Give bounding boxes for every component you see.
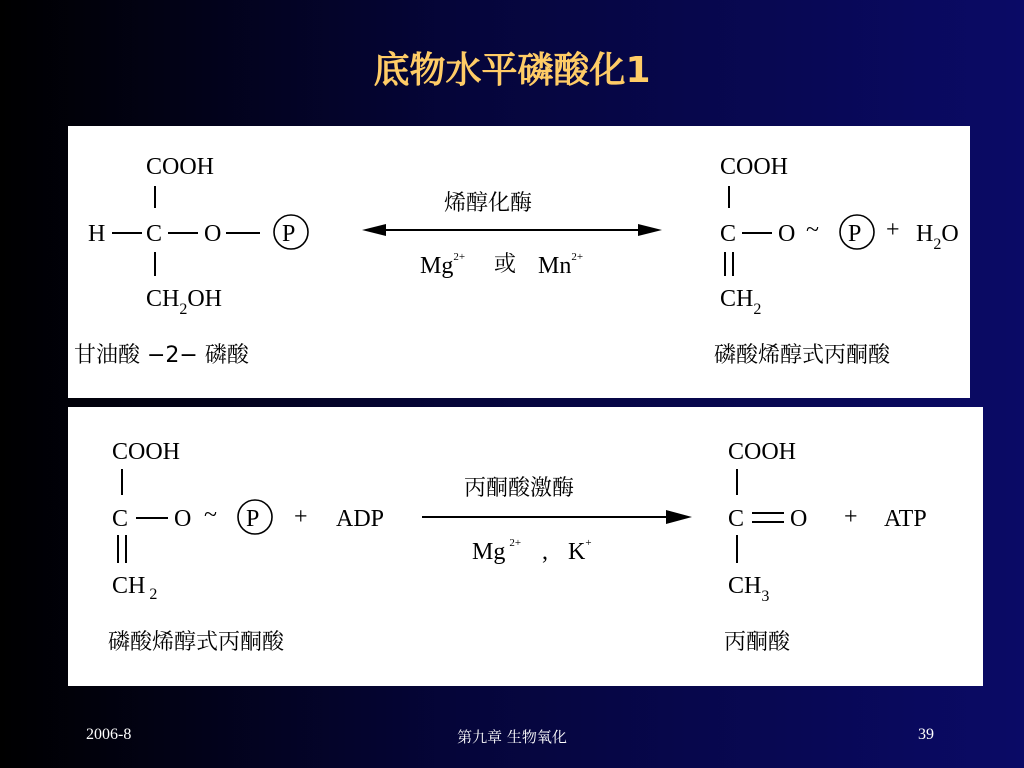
right-oxygen-2: O: [790, 506, 808, 532]
left-cooh: COOH: [146, 154, 215, 180]
right-compound-name-2: 丙酮酸: [724, 630, 791, 655]
right-carbon: C: [720, 221, 737, 247]
enzyme-name-pyruvate-kinase: 丙酮酸激酶: [464, 476, 575, 501]
water-product: $H_2O$: [916, 221, 959, 253]
reaction-diagram-pyruvate-kinase: [68, 407, 983, 686]
right-compound-name: 磷酸烯醇式丙酮酸: [714, 343, 891, 368]
plus-sign-3: +: [844, 504, 858, 530]
plus-sign-2: +: [294, 504, 308, 530]
left-carbon: C: [146, 221, 163, 247]
arrow-left-head-icon: [362, 224, 386, 236]
cofactor-or: 或: [494, 252, 517, 277]
cofactor-mn: $Mn^{2+}$: [538, 251, 584, 279]
slide-title: 底物水平磷酸化1: [373, 50, 651, 91]
reaction-panel-pyruvate-kinase: [68, 407, 983, 686]
left-carbon-2: C: [112, 506, 129, 532]
footer-page-number: 39: [918, 726, 934, 743]
atp-product: ATP: [884, 506, 927, 532]
footer-date: 2006-8: [86, 726, 132, 743]
arrow-right-head-icon: [638, 224, 662, 236]
left-oxygen: O: [204, 221, 222, 247]
left-phosphate: P: [282, 221, 296, 247]
cofactor-mg-2: Mg $^{2+}$: [472, 537, 522, 565]
arrow-right-head-icon-2: [666, 510, 692, 524]
adp-reactant: ADP: [336, 506, 385, 532]
right-ch3: $CH_3$: [728, 573, 770, 605]
cofactor-k: K+: [568, 537, 592, 565]
left-compound-name: 甘油酸 −2− 磷酸: [74, 343, 249, 368]
left-oxygen-2: O: [174, 506, 192, 532]
right-cooh-2: COOH: [728, 439, 797, 465]
left-ch2oh: $CH_2OH$: [146, 286, 223, 318]
cofactor-mg: $Mg^{2+}$: [420, 251, 466, 279]
enzyme-name-enolase: 烯醇化酶: [444, 191, 533, 216]
left-compound-name-2: 磷酸烯醇式丙酮酸: [108, 630, 285, 655]
footer-chapter: 第九章 生物氧化: [457, 728, 567, 746]
left-cooh-2: COOH: [112, 439, 181, 465]
left-hydrogen: H: [88, 221, 106, 247]
high-energy-bond-tilde: ~: [806, 217, 819, 243]
plus-sign: +: [886, 217, 900, 243]
right-phosphate: P: [848, 221, 862, 247]
right-carbon-2: C: [728, 506, 745, 532]
reaction-panel-enolase: [68, 126, 970, 398]
right-ch2: $CH_2$: [720, 286, 762, 318]
right-cooh: COOH: [720, 154, 789, 180]
reaction-diagram-enolase: [68, 126, 970, 398]
left-phosphate-2: P: [246, 506, 260, 532]
left-ch2-2: CH $_2$: [112, 573, 158, 603]
high-energy-bond-tilde-2: ~: [204, 502, 217, 528]
cofactor-separator: ,: [542, 539, 548, 565]
right-oxygen: O: [778, 221, 796, 247]
